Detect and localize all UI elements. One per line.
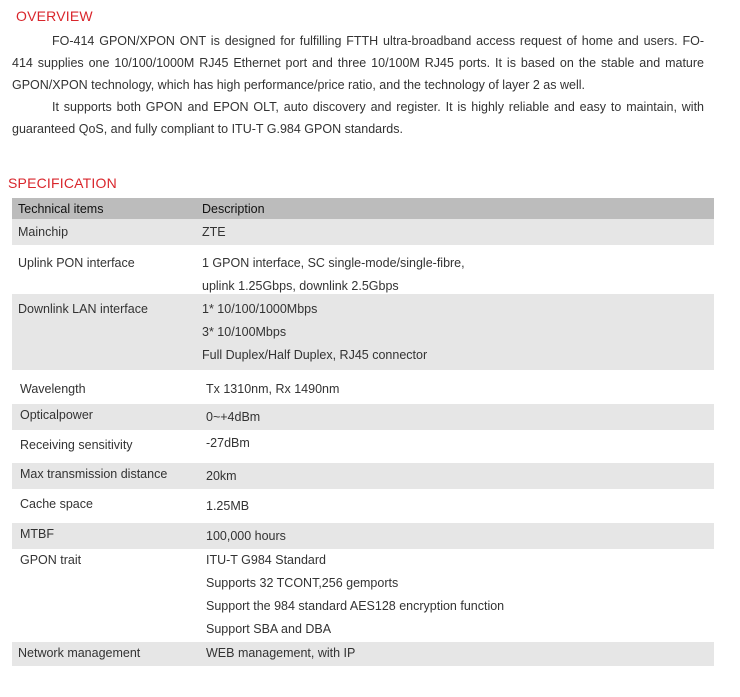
description-line: WEB management, with IP — [206, 646, 356, 660]
specification-title: SPECIFICATION — [8, 175, 117, 191]
table-row — [12, 432, 714, 458]
row-description — [196, 463, 714, 489]
overview-paragraph-2: It supports both GPON and EPON OLT, auto discovery and register. It is highly reliable and easy to maintain, with guaranteed QoS, and fully compliant to ITU-T G.984 GPON standards. — [12, 100, 704, 136]
description-line: Full Duplex/Half Duplex, RJ45 connector — [202, 348, 428, 362]
row-item-label: Uplink PON interface — [18, 256, 135, 270]
row-item-label: Wavelength — [20, 382, 86, 396]
table-row — [12, 376, 714, 402]
row-description — [196, 294, 714, 370]
table-row — [12, 523, 714, 549]
row-description — [196, 219, 714, 245]
description-line: -27dBm — [206, 436, 250, 450]
description-line: Tx 1310nm, Rx 1490nm — [206, 382, 340, 396]
description-line: Supports 32 TCONT,256 gemports — [206, 576, 399, 590]
table-row — [12, 246, 714, 294]
row-item-label: Cache space — [20, 497, 93, 511]
row-item-label: Receiving sensitivity — [20, 438, 133, 452]
table-header — [12, 198, 714, 219]
description-line: 0~+4dBm — [206, 410, 261, 424]
row-description — [196, 376, 714, 402]
description-line: 1.25MB — [206, 499, 250, 513]
description-line: 1 GPON interface, SC single-mode/single-fibre, — [202, 256, 465, 270]
header-description: Description — [202, 201, 265, 216]
row-description — [196, 642, 714, 666]
description-line: Support SBA and DBA — [206, 622, 332, 636]
table-row — [12, 642, 714, 666]
row-item-label: Max transmission distance — [20, 467, 168, 481]
table-row — [12, 404, 714, 430]
description-line: 1* 10/100/1000Mbps — [202, 302, 318, 316]
row-item-label: Downlink LAN interface — [18, 302, 148, 316]
row-description — [196, 404, 714, 430]
overview-paragraph-1: FO-414 GPON/XPON ONT is designed for fulfilling FTTH ultra-broadband access request of home and users. FO-414 supplies one 10/100/1000M RJ45 Ethernet port and three 10/100M RJ45 ports. It is based on the stable and mature GPON/XPON technology, which has high performance/price ratio, and the technology of layer 2 as well. — [12, 34, 704, 92]
description-line: ZTE — [202, 225, 226, 239]
header-technical-items: Technical items — [18, 201, 104, 216]
row-item-label: Network management — [18, 646, 141, 660]
row-item-label: Opticalpower — [20, 408, 93, 422]
description-line: Support the 984 standard AES128 encryption function — [206, 599, 505, 613]
table-row — [12, 294, 714, 370]
table-row — [12, 219, 714, 245]
row-item-label: Mainchip — [18, 225, 69, 239]
overview-body — [12, 30, 704, 140]
description-line: 20km — [206, 469, 237, 483]
row-item-label: MTBF — [20, 527, 55, 541]
row-description — [196, 549, 714, 641]
description-line: uplink 1.25Gbps, downlink 2.5Gbps — [202, 279, 399, 293]
row-description — [196, 523, 714, 549]
specification-table — [12, 198, 714, 660]
table-row — [12, 549, 714, 641]
row-description — [196, 246, 714, 294]
row-description — [196, 493, 714, 519]
table-row — [12, 463, 714, 489]
description-line: ITU-T G984 Standard — [206, 553, 326, 567]
row-description — [196, 432, 714, 458]
overview-title: OVERVIEW — [16, 8, 93, 24]
table-row — [12, 493, 714, 519]
description-line: 3* 10/100Mbps — [202, 325, 287, 339]
description-line: 100,000 hours — [206, 529, 286, 543]
row-item-label: GPON trait — [20, 553, 82, 567]
